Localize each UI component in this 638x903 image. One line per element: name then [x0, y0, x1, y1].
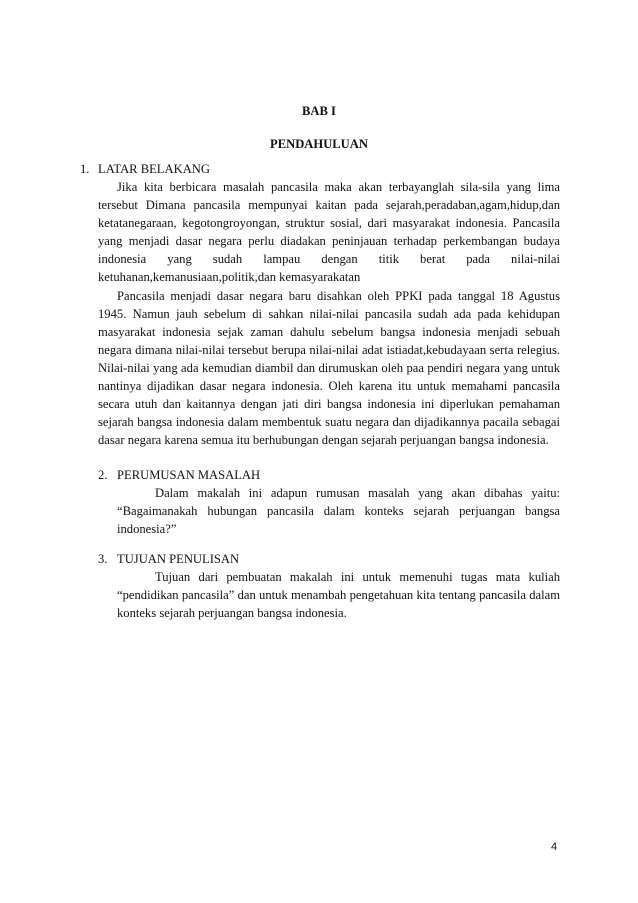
chapter-title: PENDAHULUAN	[270, 137, 368, 151]
section-2-heading: PERUMUSAN MASALAH	[117, 468, 261, 482]
section-1-paragraph-1: Jika kita berbicara masalah pancasila maka akan terbayanglah sila-sila yang lima tersebut Dimana pancasila mempunyai kaitan pada sejarah,peradaban,agam,hidup,dan ketatanegaraan, kegotongroyongan, struktur sosial, dari masyarakat indonesia. Pancasila yang menjadi dasar negara perlu diadakan peninjauan terhadap perkembangan budaya indonesia yang sudah lampau dengan titik berat pada nilai-nilai ketuhanan,kemanusiaan,politik,dan kemasyarakatan	[98, 180, 560, 285]
section-3-body	[117, 568, 560, 622]
page-number: 4	[551, 841, 558, 853]
section-3-heading: TUJUAN PENULISAN	[117, 552, 240, 566]
section-2-number: 2.	[98, 468, 108, 482]
section-2-body	[117, 484, 560, 538]
section-3-paragraph-1: Tujuan dari pembuatan makalah ini untuk memenuhi tugas mata kuliah “pendidikan pancasila” dan untuk menambah pengetahuan kita tentang pancasila dalam konteks sejarah perjuangan bangsa indonesia.	[117, 570, 560, 621]
section-2-paragraph-1: Dalam makalah ini adapun rumusan masalah yang akan dibahas yaitu: “Bagaimanakah hubungan pancasila dalam konteks sejarah perjuangan bangsa indonesia?”	[117, 486, 560, 537]
section-1-body	[98, 178, 560, 449]
section-1-heading: LATAR BELAKANG	[98, 162, 210, 176]
section-1-paragraph-2: Pancasila menjadi dasar negara baru disahkan oleh PPKI pada tanggal 18 Agustus 1945. Namun jauh sebelum di sahkan nilai-nilai pancasila sudah ada pada kehidupan masyarakat indonesia sejak zaman dahulu sebelum bangsa indonesia menjadi sebuah negara dimana nilai-nilai tersebut berupa nilai-nilai adat istiadat,kebudayaan serta relegius. Nilai-nilai yang ada kemudian diambil dan dirumuskan oleh paa pendiri negara yang untuk nantinya dijadikan dasar negara indonesia. Oleh karena itu untuk memahami pancasila secara utuh dan kaitannya dengan jati diri bangsa indonesia ini diperlukan pemahaman sejarah bangsa indonesia dalam membentuk suatu negara dan dijadikannya pacaila sebagai dasar negara karena semua itu berhubungan dengan sejarah perjuangan bangsa indonesia.	[98, 288, 560, 448]
chapter-label: BAB I	[302, 104, 336, 118]
section-3-number: 3.	[98, 552, 108, 566]
section-1-number: 1.	[80, 162, 90, 176]
